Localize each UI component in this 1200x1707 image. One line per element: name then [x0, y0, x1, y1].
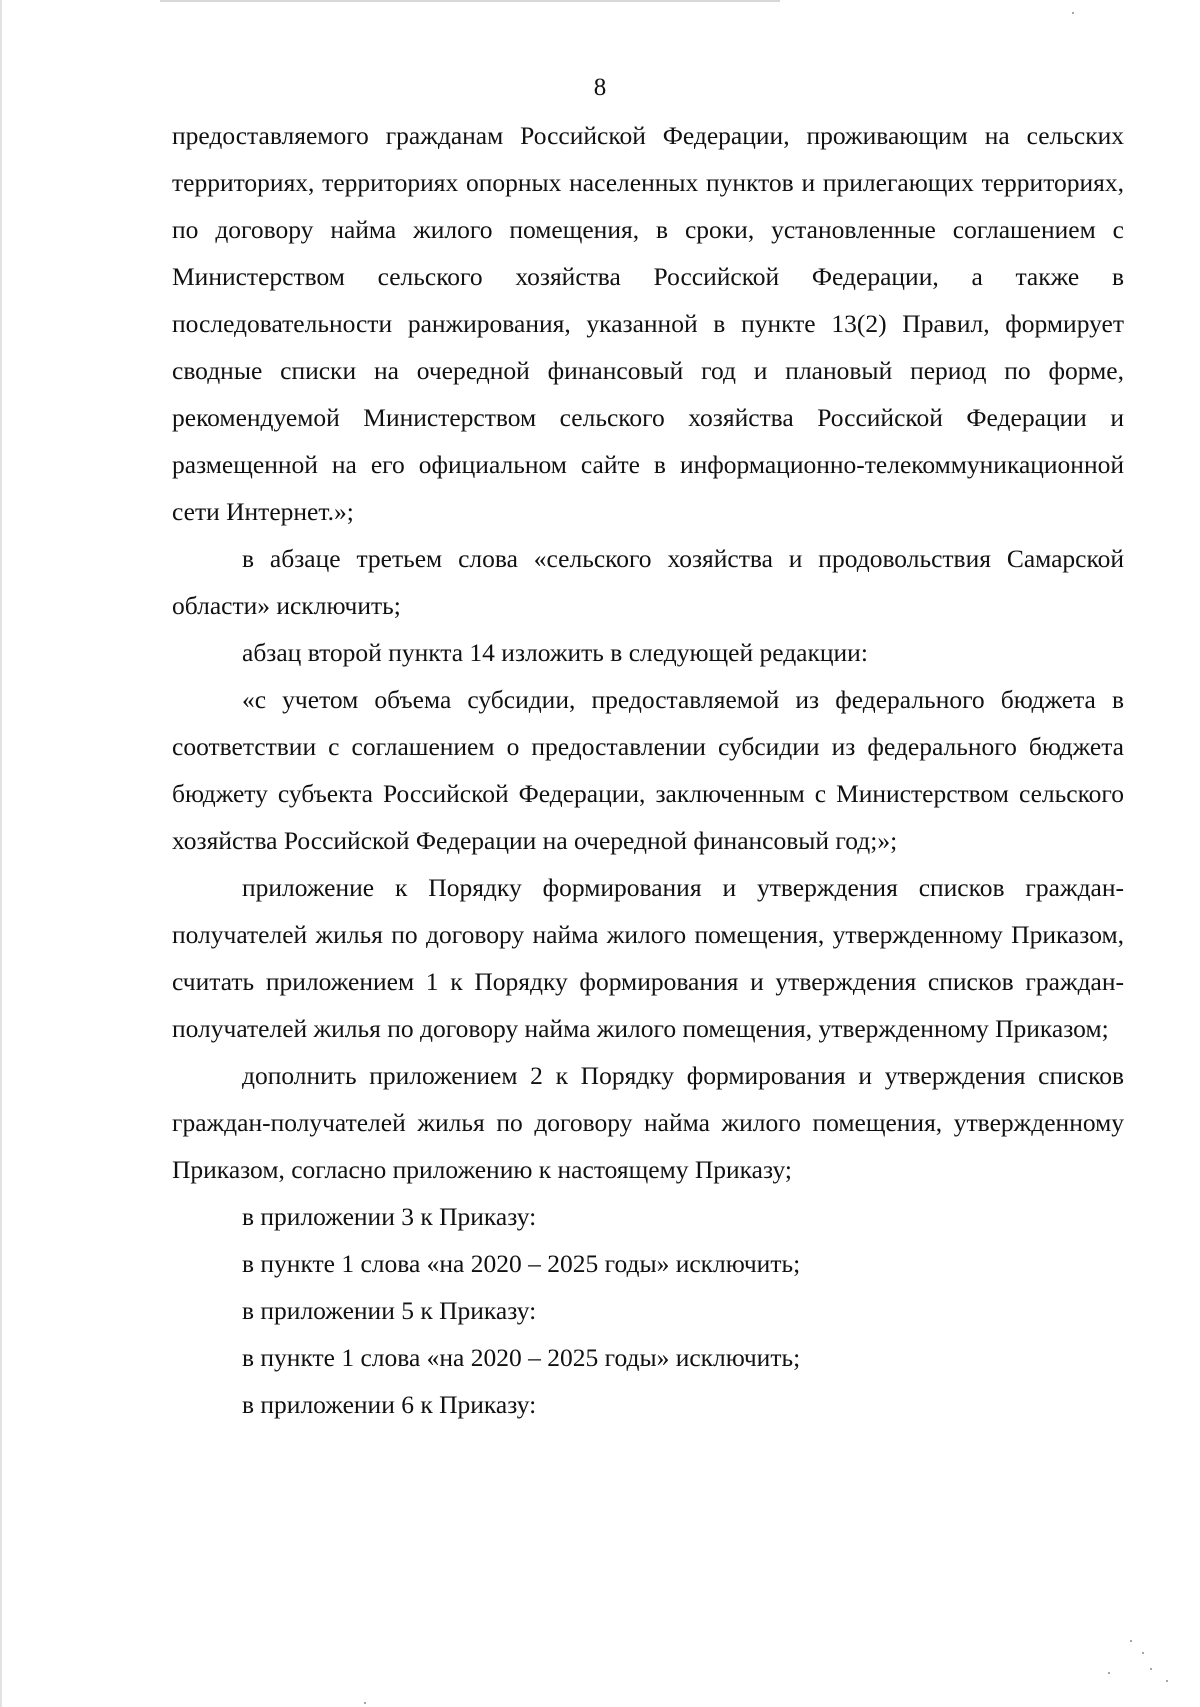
paragraph: в приложении 6 к Приказу: — [242, 1390, 537, 1419]
paragraph: в пункте 1 слова «на 2020 – 2025 годы» исключить; — [242, 1343, 801, 1372]
scan-speck — [1142, 1652, 1144, 1654]
paragraph-continuation: предоставляемого гражданам Российской Федерации, проживающим на сельских территориях, территориях опорных населенных пунктов и прилегающих территориях, по договору найма жилого помещения, в сроки, установленные соглашением с Министерством сельского хозяйства Российской Федерации, а также в последовательности ранжирования, указанной в пункте 13(2) Правил, формирует сводные списки на очередной финансовый год и плановый период по форме, рекомендуемой Министерством сельского хозяйства Российской Федерации и размещенной на его официальном сайте в информационно-телекоммуникационной сети Интернет.»; — [172, 121, 1124, 526]
paragraph: абзац второй пункта 14 изложить в следующей редакции: — [242, 638, 868, 667]
paragraph-quote: «с учетом объема субсидии, предоставляемой из федерального бюджета в соответствии с соглашением о предоставлении субсидии из федерального бюджета бюджету субъекта Российской Федерации, заключенным с Министерством сельского хозяйства Российской Федерации на очередной финансовый год;»; — [172, 685, 1124, 855]
paragraph: приложение к Порядку формирования и утверждения списков граждан-получателей жилья по договору найма жилого помещения, утвержденному Приказом, считать приложением 1 к Порядку формирования и утверждения списков граждан-получателей жилья по договору найма жилого помещения, утвержденному Приказом; — [172, 873, 1124, 1043]
page-number: 8 — [593, 74, 607, 101]
scan-edge-left — [0, 0, 2, 1707]
paragraph: дополнить приложением 2 к Порядку формирования и утверждения списков граждан-получателей жилья по договору найма жилого помещения, утвержденному Приказом, согласно приложению к настоящему Приказу; — [172, 1061, 1124, 1184]
document-body — [172, 112, 1124, 1428]
scan-speck — [1166, 1680, 1168, 1682]
scan-speck — [1150, 1668, 1152, 1670]
paragraph: в абзаце третьем слова «сельского хозяйства и продовольствия Самарской области» исключить; — [172, 544, 1124, 620]
paragraph: в приложении 3 к Приказу: — [242, 1202, 537, 1231]
scan-speck — [1072, 12, 1074, 14]
paragraph: в приложении 5 к Приказу: — [242, 1296, 537, 1325]
scan-speck — [1130, 1640, 1132, 1642]
scan-edge-top — [160, 0, 780, 2]
paragraph: в пункте 1 слова «на 2020 – 2025 годы» исключить; — [242, 1249, 801, 1278]
scan-speck — [364, 1702, 366, 1704]
scan-speck — [1108, 1672, 1110, 1674]
